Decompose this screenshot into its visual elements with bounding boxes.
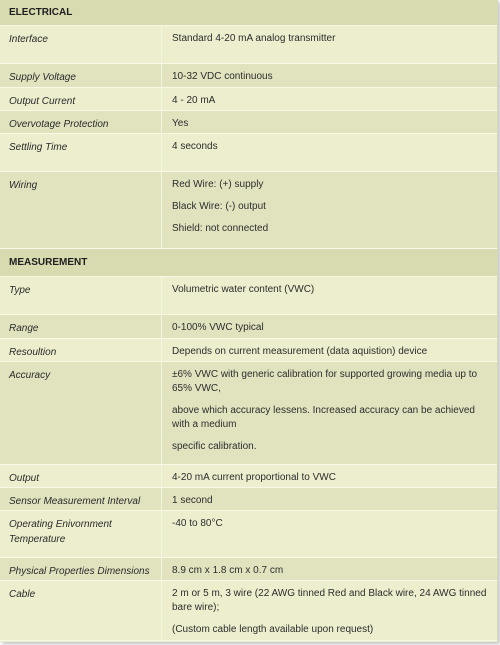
spec-label: Sensor Measurement Interval xyxy=(0,488,162,510)
spec-row-cable xyxy=(0,581,497,641)
spec-row-type xyxy=(0,277,497,315)
spec-value xyxy=(162,339,497,361)
spec-value xyxy=(162,511,497,557)
spec-value xyxy=(162,172,497,248)
spec-row-measurement-interval xyxy=(0,488,497,511)
spec-value xyxy=(162,111,497,133)
spec-label: Output xyxy=(0,465,162,487)
spec-label: Type xyxy=(0,277,162,314)
spec-value-line: ±6% VWC with generic calibration for supported growing media up to 65% VWC, xyxy=(172,369,478,394)
spec-value-line: Yes xyxy=(172,118,189,129)
spec-row-overvoltage-protection xyxy=(0,111,497,134)
spec-row-operating-temperature xyxy=(0,511,497,558)
spec-value-line: Volumetric water content (VWC) xyxy=(172,284,315,295)
spec-value-line: 4 seconds xyxy=(172,141,218,152)
spec-label: Resoultion xyxy=(0,339,162,361)
spec-value-line: (Custom cable length available upon request) xyxy=(172,624,374,635)
spec-value xyxy=(162,488,497,510)
spec-value xyxy=(162,465,497,487)
spec-label: Wiring xyxy=(0,172,162,248)
spec-label: Overvotage Protection xyxy=(0,111,162,133)
spec-label: Physical Properties Dimensions xyxy=(0,558,162,580)
spec-label: Supply Voltage xyxy=(0,64,162,87)
spec-value-line: 4 - 20 mA xyxy=(172,95,216,106)
spec-value-line: specific calibration. xyxy=(172,441,257,452)
spec-value-line: Shield: not connected xyxy=(172,223,269,234)
spec-label: Range xyxy=(0,315,162,338)
spec-value-line: 1 second xyxy=(172,495,213,506)
spec-value xyxy=(162,88,497,110)
spec-value xyxy=(162,558,497,580)
spec-row-accuracy xyxy=(0,362,497,465)
spec-value-line: -40 to 80°C xyxy=(172,518,223,529)
spec-value xyxy=(162,134,497,171)
spec-value-line: Black Wire: (-) output xyxy=(172,201,266,212)
spec-label: Accuracy xyxy=(0,362,162,464)
section-header-measurement: MEASUREMENT xyxy=(0,249,497,277)
spec-row-output xyxy=(0,465,497,488)
spec-value xyxy=(162,315,497,338)
spec-label: Cable xyxy=(0,581,162,640)
spec-label: Operating Enivornment Temperature xyxy=(0,511,162,557)
spec-value-line: 8.9 cm x 1.8 cm x 0.7 cm xyxy=(172,565,284,576)
spec-row-settling-time xyxy=(0,134,497,172)
spec-value-line: Red Wire: (+) supply xyxy=(172,179,264,190)
spec-value-line: above which accuracy lessens. Increased accuracy can be achieved with a medium xyxy=(172,405,475,430)
spec-row-dimensions xyxy=(0,558,497,581)
spec-value xyxy=(162,362,497,464)
spec-value-line: 0-100% VWC typical xyxy=(172,322,264,333)
spec-row-interface xyxy=(0,26,497,64)
spec-row-supply-voltage xyxy=(0,64,497,88)
spec-value-line: 2 m or 5 m, 3 wire (22 AWG tinned Red and Black wire, 24 AWG tinned bare wire); xyxy=(172,588,487,613)
spec-row-wiring xyxy=(0,172,497,249)
spec-label: Output Current xyxy=(0,88,162,110)
spec-row-range xyxy=(0,315,497,339)
spec-label: Settling Time xyxy=(0,134,162,171)
spec-value-line: Standard 4-20 mA analog transmitter xyxy=(172,33,336,44)
spec-value xyxy=(162,277,497,314)
spec-value xyxy=(162,64,497,87)
spec-value-line: 4-20 mA current proportional to VWC xyxy=(172,472,336,483)
section-header-electrical: ELECTRICAL xyxy=(0,0,497,26)
spec-value-line: Depends on current measurement (data aquistion) device xyxy=(172,346,428,357)
spec-value xyxy=(162,26,497,63)
spec-label: Interface xyxy=(0,26,162,63)
spec-row-resolution xyxy=(0,339,497,362)
spec-value xyxy=(162,581,497,640)
spec-row-output-current xyxy=(0,88,497,111)
spec-value-line: 10-32 VDC continuous xyxy=(172,71,273,82)
